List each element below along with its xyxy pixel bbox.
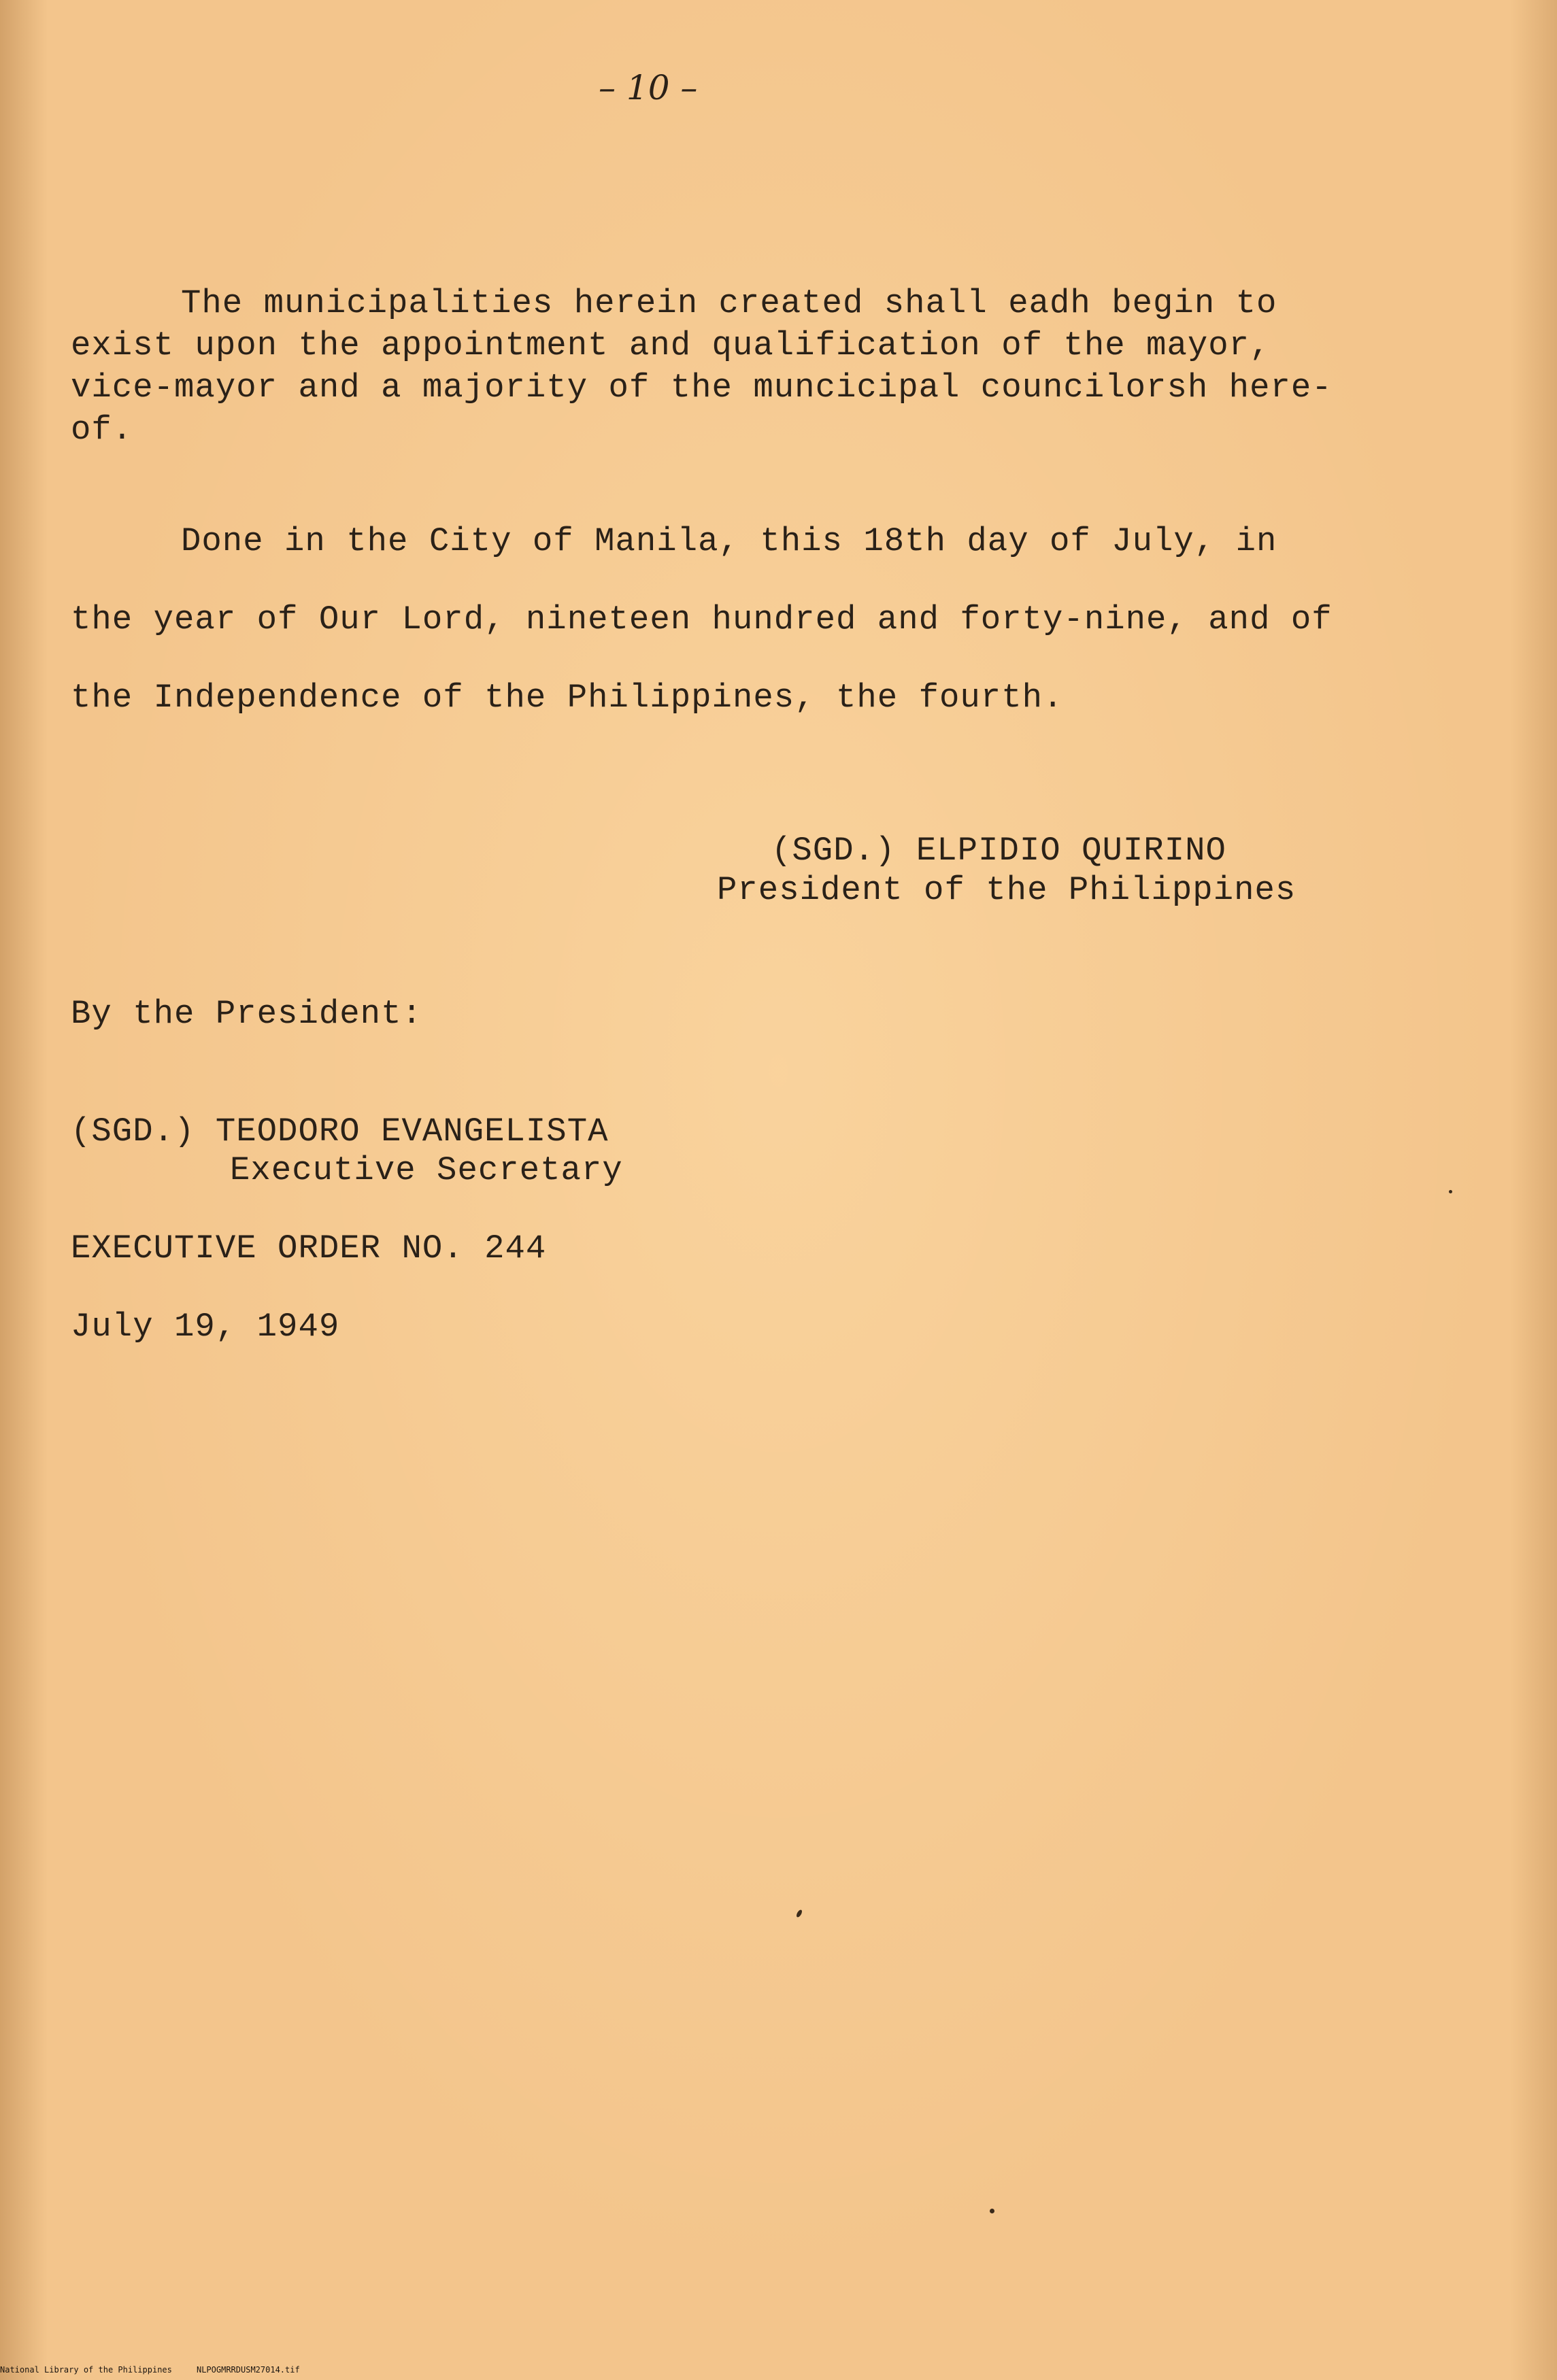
secretary-signature-title: Executive Secretary xyxy=(230,1151,623,1189)
speck-1 xyxy=(795,1909,803,1918)
speck-2 xyxy=(990,2209,994,2213)
paragraph-2-line-1: Done in the City of Manila, this 18th day of July, in xyxy=(181,522,1277,560)
executive-order-date: July 19, 1949 xyxy=(71,1308,340,1346)
executive-order-number: EXECUTIVE ORDER NO. 244 xyxy=(71,1229,547,1268)
speck-3 xyxy=(1449,1190,1452,1193)
page-number: – 10 – xyxy=(599,68,698,107)
paragraph-2-line-3: the Independence of the Philippines, the fourth. xyxy=(71,679,1064,717)
paragraph-2-line-2: the year of Our Lord, nineteen hundred and forty-nine, and of xyxy=(71,600,1333,639)
paragraph-1-line-2: exist upon the appointment and qualification of the mayor, xyxy=(71,326,1271,364)
secretary-signature-name: (SGD.) TEODORO EVANGELISTA xyxy=(71,1112,609,1151)
president-signature-name: (SGD.) ELPIDIO QUIRINO xyxy=(771,832,1226,870)
scan-footer: National Library of the Philippines NLPOGMRRDUSM27014.tif xyxy=(0,2365,300,2375)
by-the-president: By the President: xyxy=(71,995,422,1033)
paragraph-1-line-1: The municipalities herein created shall eadh begin to xyxy=(181,284,1277,322)
president-signature-title: President of the Philippines xyxy=(717,871,1296,909)
paragraph-1-line-4: of. xyxy=(71,411,133,449)
paragraph-1-line-3: vice-mayor and a majority of the muncicipal councilorsh here- xyxy=(71,369,1333,407)
